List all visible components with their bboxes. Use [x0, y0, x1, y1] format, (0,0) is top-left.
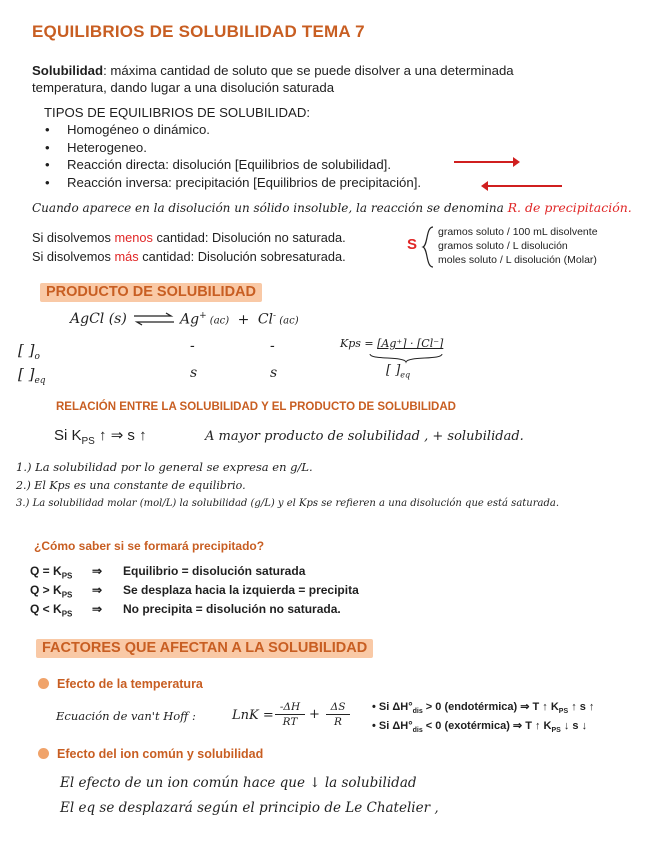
fraction-dh-rt: -ΔH RT — [275, 700, 305, 729]
mas-line: Si disolvemos más cantidad: Disolución sobresaturada. — [32, 249, 346, 264]
relacion-rule: Si $K_{PS}$ ↑ ⇒ s ↑ — [54, 427, 147, 447]
menos-line: Si disolvemos menos cantidad: Disolución no saturada. — [32, 230, 346, 245]
ion-line-1: El efecto de un ion común hace que ↓ la solubilidad — [60, 775, 417, 791]
list-item: • Heterogeneo. — [40, 139, 600, 157]
plus-sign: + — [309, 707, 320, 722]
types-list — [40, 121, 600, 191]
arrow-left-icon — [487, 185, 562, 187]
note-2: 2.) El Kps es una constante de equilibrio. — [16, 479, 246, 492]
definition-line2: temperatura, dando lugar a una disolución saturada — [32, 80, 335, 95]
row-initial-label: [ ]$_o$ — [18, 341, 40, 362]
table-row: $Q < K_{PS}$ ⇒ No precipita = disolución no saturada. — [30, 602, 341, 619]
definition-line1: : máxima cantidad de soluto que se puede disolver a una determinada — [103, 63, 514, 78]
ion-line-2: El eq se desplazará según el principio de Le Chatelier , — [60, 800, 439, 816]
s-units-list: gramos soluto / 100 mL disolvente gramos soluto / L disolución moles soluto / L disolución (Molar) — [438, 226, 598, 266]
table-row: $Q = K_{PS}$ ⇒ Equilibrio = disolución saturada — [30, 564, 306, 581]
kps-under: [ ]$_{eq}$ — [386, 363, 411, 380]
list-item: • Reacción directa: disolución [Equilibrios de solubilidad]. — [40, 156, 600, 174]
solubility-definition — [32, 62, 612, 96]
brace-icon — [421, 225, 435, 269]
section-producto-heading: PRODUCTO DE SOLUBILIDAD — [40, 284, 262, 300]
reaction-left: AgCl (s) — [70, 311, 127, 327]
handwritten-note-precipitation: Cuando aparece en la disolución un sólido insoluble, la reacción se denomina R. de precipitación. — [32, 200, 632, 215]
temperature-heading: Efecto de la temperatura — [38, 677, 203, 691]
row-eq-ag: s — [190, 365, 198, 381]
row-eq-label: [ ]$_{eq}$ — [18, 365, 46, 386]
section-factores-heading: FACTORES QUE AFECTAN A LA SOLUBILIDAD — [36, 640, 373, 656]
bullet-dot-icon — [38, 678, 49, 689]
ion-comun-heading: Efecto del ion común y solubilidad — [38, 747, 263, 761]
solubility-symbol: S — [407, 236, 418, 253]
list-item: • Homogéneo o dinámico. — [40, 121, 600, 139]
precipitado-table — [30, 564, 530, 621]
fraction-ds-r: ΔS R — [326, 700, 350, 729]
vant-hoff-label: Ecuación de van't Hoff : — [56, 709, 196, 723]
row-initial-ag: - — [190, 338, 195, 354]
relacion-note: A mayor producto de solubilidad , + solubilidad. — [205, 429, 524, 444]
arrow-right-icon — [454, 161, 514, 163]
types-heading: TIPOS DE EQUILIBRIOS DE SOLUBILIDAD: — [44, 105, 311, 120]
precipitado-heading: ¿Cómo saber si se formará precipitado? — [34, 539, 265, 553]
page-title: EQUILIBRIOS DE SOLUBILIDAD TEMA 7 — [32, 22, 365, 41]
mas-word: más — [114, 249, 139, 264]
reaction-right: Ag+ (ac) + Cl- (ac) — [180, 311, 299, 328]
lnk-label: LnK = — [232, 708, 274, 723]
table-row: $Q > K_{PS}$ ⇒ Se desplaza hacia la izquierda = precipita — [30, 583, 359, 600]
menos-word: menos — [114, 230, 153, 245]
kps-expression: Kps = [Ag⁺] · [Cl⁻] — [340, 337, 444, 350]
definition-term: Solubilidad — [32, 63, 104, 78]
endothermic-rule: • Si $\Delta H^\circ_{dis} > 0$ (endotérmica) ⇒ T ↑ $K_{PS}$ ↑ s ↑ — [372, 701, 595, 716]
note-1: 1.) La solubilidad por lo general se expresa en g/L. — [16, 460, 313, 474]
equilibrium-arrow-icon — [133, 312, 175, 326]
row-initial-cl: - — [270, 338, 275, 354]
exothermic-rule: • Si $\Delta H^\circ_{dis} < 0$ (exotérmica) ⇒ T ↑ $K_{PS}$ ↓ s ↓ — [372, 720, 588, 735]
list-item: • Reacción inversa: precipitación [Equilibrios de precipitación]. — [40, 174, 600, 192]
relacion-heading: RELACIÓN ENTRE LA SOLUBILIDAD Y EL PRODUCTO DE SOLUBILIDAD — [56, 401, 456, 413]
note-3: 3.) La solubilidad molar (mol/L) la solubilidad (g/L) y el Kps se refieren a una disolución que está saturada. — [16, 498, 560, 509]
bullet-dot-icon — [38, 748, 49, 759]
row-eq-cl: s — [270, 365, 278, 381]
